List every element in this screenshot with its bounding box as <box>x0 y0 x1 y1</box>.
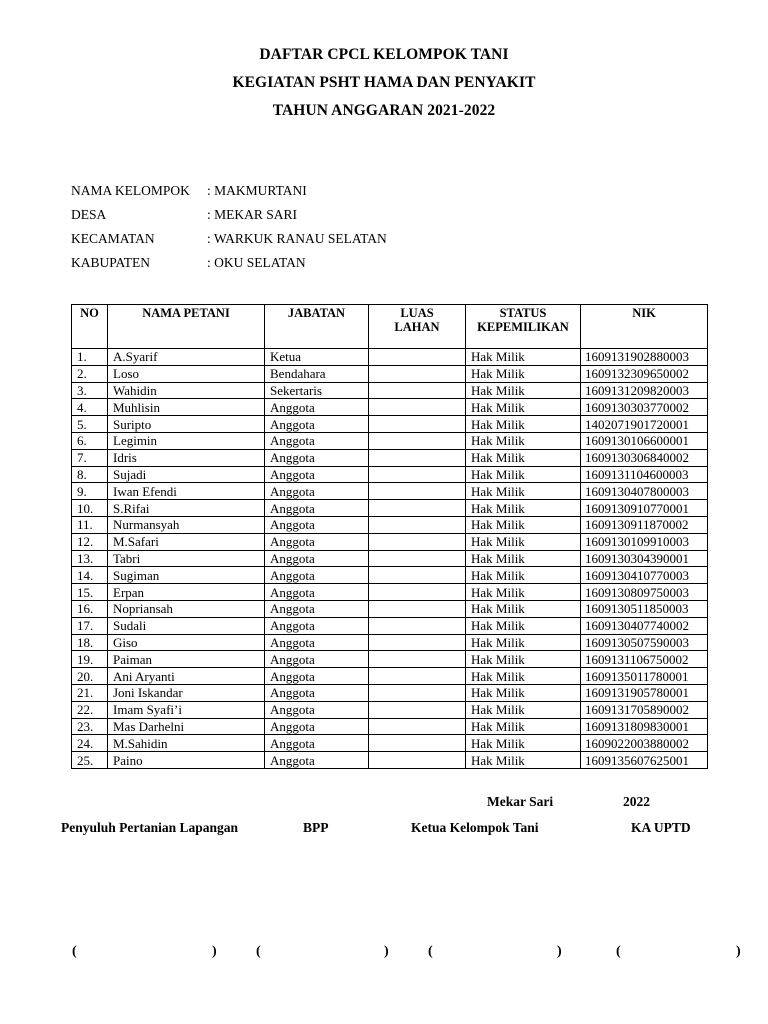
table-header-row <box>72 305 708 349</box>
cell-status-kepemilikan: Hak Milik <box>466 483 581 500</box>
info-value: : WARKUK RANAU SELATAN <box>207 231 387 246</box>
cell-nama-petani: Paiman <box>108 651 265 668</box>
table-row <box>72 617 708 634</box>
table-row <box>72 500 708 517</box>
cell-jabatan: Anggota <box>265 718 369 735</box>
cell-nik: 1609130911870002 <box>581 516 708 533</box>
cell-luas-lahan <box>369 382 466 399</box>
cell-no: 10. <box>72 500 108 517</box>
cell-luas-lahan <box>369 684 466 701</box>
cell-nik: 1402071901720001 <box>581 416 708 433</box>
cell-luas-lahan <box>369 600 466 617</box>
cell-no: 15. <box>72 584 108 601</box>
cell-status-kepemilikan: Hak Milik <box>466 752 581 769</box>
cell-luas-lahan <box>369 483 466 500</box>
cell-nik: 1609131104600003 <box>581 466 708 483</box>
cell-nik: 1609131905780001 <box>581 684 708 701</box>
cell-luas-lahan <box>369 466 466 483</box>
cell-status-kepemilikan: Hak Milik <box>466 651 581 668</box>
info-value: : MEKAR SARI <box>207 207 298 222</box>
cell-jabatan: Anggota <box>265 432 369 449</box>
header-luas-lahan <box>369 305 466 349</box>
cell-status-kepemilikan: Hak Milik <box>466 684 581 701</box>
cell-nik: 1609130306840002 <box>581 449 708 466</box>
cell-jabatan: Anggota <box>265 466 369 483</box>
cell-nik: 1609130407740002 <box>581 617 708 634</box>
cell-luas-lahan <box>369 567 466 584</box>
table-row <box>72 668 708 685</box>
cell-jabatan: Anggota <box>265 550 369 567</box>
cell-nik: 1609131705890002 <box>581 701 708 718</box>
document-title-line-2: KEGIATAN PSHT HAMA DAN PENYAKIT <box>232 74 536 91</box>
info-label: KECAMATAN <box>71 231 155 246</box>
table-row <box>72 735 708 752</box>
table-row <box>72 651 708 668</box>
cell-luas-lahan <box>369 752 466 769</box>
cell-status-kepemilikan: Hak Milik <box>466 449 581 466</box>
cell-no: 3. <box>72 382 108 399</box>
cell-luas-lahan <box>369 500 466 517</box>
info-label: NAMA KELOMPOK <box>71 183 190 198</box>
cell-nama-petani: S.Rifai <box>108 500 265 517</box>
cell-no: 18. <box>72 634 108 651</box>
cell-luas-lahan <box>369 617 466 634</box>
cell-jabatan: Anggota <box>265 634 369 651</box>
signer-ketua-kelompok: Ketua Kelompok Tani <box>411 820 539 835</box>
cell-nama-petani: Mas Darhelni <box>108 718 265 735</box>
signer-ka-uptd: KA UPTD <box>631 820 691 835</box>
cell-no: 17. <box>72 617 108 634</box>
info-label: KABUPATEN <box>71 255 151 270</box>
cell-status-kepemilikan: Hak Milik <box>466 416 581 433</box>
info-label: DESA <box>71 207 107 222</box>
cell-luas-lahan <box>369 349 466 366</box>
cell-jabatan: Anggota <box>265 668 369 685</box>
signature-paren-open: ( <box>616 944 621 959</box>
cell-status-kepemilikan: Hak Milik <box>466 349 581 366</box>
cell-nik: 1609131809830001 <box>581 718 708 735</box>
cell-nama-petani: M.Safari <box>108 533 265 550</box>
cell-no: 23. <box>72 718 108 735</box>
cell-luas-lahan <box>369 449 466 466</box>
cell-jabatan: Anggota <box>265 567 369 584</box>
document-title-line-1: DAFTAR CPCL KELOMPOK TANI <box>259 46 509 63</box>
cell-status-kepemilikan: Hak Milik <box>466 516 581 533</box>
table-row <box>72 365 708 382</box>
cell-jabatan: Sekertaris <box>265 382 369 399</box>
cell-no: 12. <box>72 533 108 550</box>
cell-luas-lahan <box>369 432 466 449</box>
info-value: : OKU SELATAN <box>207 255 306 270</box>
cell-no: 16. <box>72 600 108 617</box>
cell-luas-lahan <box>369 533 466 550</box>
header-nik: NIK <box>581 305 708 349</box>
cell-no: 25. <box>72 752 108 769</box>
table-row <box>72 752 708 769</box>
cell-status-kepemilikan: Hak Milik <box>466 550 581 567</box>
cell-no: 6. <box>72 432 108 449</box>
cell-jabatan: Bendahara <box>265 365 369 382</box>
cell-luas-lahan <box>369 701 466 718</box>
cell-nama-petani: Ani Aryanti <box>108 668 265 685</box>
cell-no: 2. <box>72 365 108 382</box>
cell-nama-petani: Legimin <box>108 432 265 449</box>
cell-nik: 1609130410770003 <box>581 567 708 584</box>
cell-nik: 1609130910770001 <box>581 500 708 517</box>
cell-nama-petani: Wahidin <box>108 382 265 399</box>
cell-no: 14. <box>72 567 108 584</box>
table-row <box>72 516 708 533</box>
cell-luas-lahan <box>369 399 466 416</box>
cell-luas-lahan <box>369 634 466 651</box>
cell-no: 20. <box>72 668 108 685</box>
cell-nik: 1609130809750003 <box>581 584 708 601</box>
cell-jabatan: Anggota <box>265 735 369 752</box>
table-row <box>72 600 708 617</box>
cell-luas-lahan <box>369 365 466 382</box>
cell-nama-petani: Erpan <box>108 584 265 601</box>
cell-status-kepemilikan: Hak Milik <box>466 600 581 617</box>
cell-jabatan: Anggota <box>265 651 369 668</box>
cell-status-kepemilikan: Hak Milik <box>466 617 581 634</box>
cell-jabatan: Anggota <box>265 416 369 433</box>
cell-jabatan: Anggota <box>265 449 369 466</box>
signature-paren-open: ( <box>72 944 77 959</box>
signature-paren-open: ( <box>428 944 433 959</box>
table-row <box>72 382 708 399</box>
cell-nik: 1609130511850003 <box>581 600 708 617</box>
cell-nik: 1609130106600001 <box>581 432 708 449</box>
cell-luas-lahan <box>369 651 466 668</box>
cell-status-kepemilikan: Hak Milik <box>466 718 581 735</box>
cell-luas-lahan <box>369 550 466 567</box>
cell-nik: 1609132309650002 <box>581 365 708 382</box>
cell-nama-petani: Idris <box>108 449 265 466</box>
cell-no: 9. <box>72 483 108 500</box>
cell-luas-lahan <box>369 668 466 685</box>
cell-jabatan: Anggota <box>265 584 369 601</box>
signature-paren-close: ) <box>212 944 217 959</box>
table-row <box>72 483 708 500</box>
header-status-line1: STATUS <box>499 306 547 320</box>
cell-jabatan: Anggota <box>265 617 369 634</box>
cell-no: 1. <box>72 349 108 366</box>
table-row <box>72 584 708 601</box>
cell-luas-lahan <box>369 516 466 533</box>
farmer-table <box>71 304 708 769</box>
table-row <box>72 399 708 416</box>
cell-jabatan: Anggota <box>265 500 369 517</box>
cell-nama-petani: Nopriansah <box>108 600 265 617</box>
cell-jabatan: Ketua <box>265 349 369 366</box>
signature-paren-open: ( <box>256 944 261 959</box>
cell-nik: 1609131209820003 <box>581 382 708 399</box>
cell-no: 19. <box>72 651 108 668</box>
table-row <box>72 416 708 433</box>
cell-no: 7. <box>72 449 108 466</box>
document-title-line-3: TAHUN ANGGARAN 2021-2022 <box>272 102 496 119</box>
cell-status-kepemilikan: Hak Milik <box>466 399 581 416</box>
table-row <box>72 550 708 567</box>
cell-nik: 1609130303770002 <box>581 399 708 416</box>
table-row <box>72 533 708 550</box>
cell-nama-petani: Paino <box>108 752 265 769</box>
cell-jabatan: Anggota <box>265 600 369 617</box>
cell-status-kepemilikan: Hak Milik <box>466 634 581 651</box>
cell-nama-petani: Suripto <box>108 416 265 433</box>
cell-nama-petani: Iwan Efendi <box>108 483 265 500</box>
table-body <box>72 349 708 769</box>
cell-nama-petani: Sudali <box>108 617 265 634</box>
table-row <box>72 718 708 735</box>
cell-no: 22. <box>72 701 108 718</box>
cell-luas-lahan <box>369 416 466 433</box>
cell-status-kepemilikan: Hak Milik <box>466 432 581 449</box>
cell-status-kepemilikan: Hak Milik <box>466 735 581 752</box>
cell-nik: 1609130507590003 <box>581 634 708 651</box>
header-no: NO <box>72 305 108 349</box>
header-status-kepemilikan <box>466 305 581 349</box>
cell-status-kepemilikan: Hak Milik <box>466 466 581 483</box>
cell-luas-lahan <box>369 584 466 601</box>
cell-status-kepemilikan: Hak Milik <box>466 567 581 584</box>
signer-bpp: BPP <box>303 820 329 835</box>
cell-jabatan: Anggota <box>265 483 369 500</box>
table-row <box>72 701 708 718</box>
cell-nama-petani: M.Sahidin <box>108 735 265 752</box>
year-label: 2022 <box>623 794 650 809</box>
cell-nama-petani: Sugiman <box>108 567 265 584</box>
cell-luas-lahan <box>369 718 466 735</box>
signature-paren-close: ) <box>384 944 389 959</box>
cell-no: 21. <box>72 684 108 701</box>
cell-nik: 1609130407800003 <box>581 483 708 500</box>
cell-jabatan: Anggota <box>265 533 369 550</box>
table-row <box>72 567 708 584</box>
signature-paren-close: ) <box>736 944 741 959</box>
cell-nama-petani: Muhlisin <box>108 399 265 416</box>
cell-nama-petani: Nurmansyah <box>108 516 265 533</box>
cell-no: 11. <box>72 516 108 533</box>
place-label: Mekar Sari <box>487 794 554 809</box>
signer-penyuluh: Penyuluh Pertanian Lapangan <box>61 820 239 835</box>
header-luas-line2: LAHAN <box>394 320 440 334</box>
header-jabatan: JABATAN <box>265 305 369 349</box>
cell-jabatan: Anggota <box>265 516 369 533</box>
cell-nik: 1609022003880002 <box>581 735 708 752</box>
cell-jabatan: Anggota <box>265 684 369 701</box>
cell-no: 24. <box>72 735 108 752</box>
cell-nama-petani: Sujadi <box>108 466 265 483</box>
cell-no: 5. <box>72 416 108 433</box>
cell-jabatan: Anggota <box>265 701 369 718</box>
cell-nik: 1609135011780001 <box>581 668 708 685</box>
table-row <box>72 449 708 466</box>
cell-no: 8. <box>72 466 108 483</box>
table-row <box>72 466 708 483</box>
cell-status-kepemilikan: Hak Milik <box>466 584 581 601</box>
cell-nik: 1609130109910003 <box>581 533 708 550</box>
cell-status-kepemilikan: Hak Milik <box>466 500 581 517</box>
cell-nama-petani: Joni Iskandar <box>108 684 265 701</box>
cell-status-kepemilikan: Hak Milik <box>466 668 581 685</box>
cell-status-kepemilikan: Hak Milik <box>466 533 581 550</box>
table-row <box>72 634 708 651</box>
cell-status-kepemilikan: Hak Milik <box>466 365 581 382</box>
cell-status-kepemilikan: Hak Milik <box>466 701 581 718</box>
cell-nama-petani: Tabri <box>108 550 265 567</box>
cell-nik: 1609131902880003 <box>581 349 708 366</box>
cell-nama-petani: Loso <box>108 365 265 382</box>
cell-nik: 1609135607625001 <box>581 752 708 769</box>
cell-luas-lahan <box>369 735 466 752</box>
cell-no: 4. <box>72 399 108 416</box>
signature-paren-close: ) <box>557 944 562 959</box>
header-luas-line1: LUAS <box>400 306 434 320</box>
header-nama-petani: NAMA PETANI <box>108 305 265 349</box>
table-row <box>72 684 708 701</box>
cell-nik: 1609131106750002 <box>581 651 708 668</box>
cell-no: 13. <box>72 550 108 567</box>
cell-jabatan: Anggota <box>265 752 369 769</box>
cell-nama-petani: Imam Syafi’i <box>108 701 265 718</box>
cell-nama-petani: A.Syarif <box>108 349 265 366</box>
info-value: : MAKMURTANI <box>207 183 307 198</box>
cell-jabatan: Anggota <box>265 399 369 416</box>
header-status-line2: KEPEMILIKAN <box>477 320 569 334</box>
cell-status-kepemilikan: Hak Milik <box>466 382 581 399</box>
cell-nik: 1609130304390001 <box>581 550 708 567</box>
table-row <box>72 349 708 366</box>
cell-nama-petani: Giso <box>108 634 265 651</box>
table-row <box>72 432 708 449</box>
